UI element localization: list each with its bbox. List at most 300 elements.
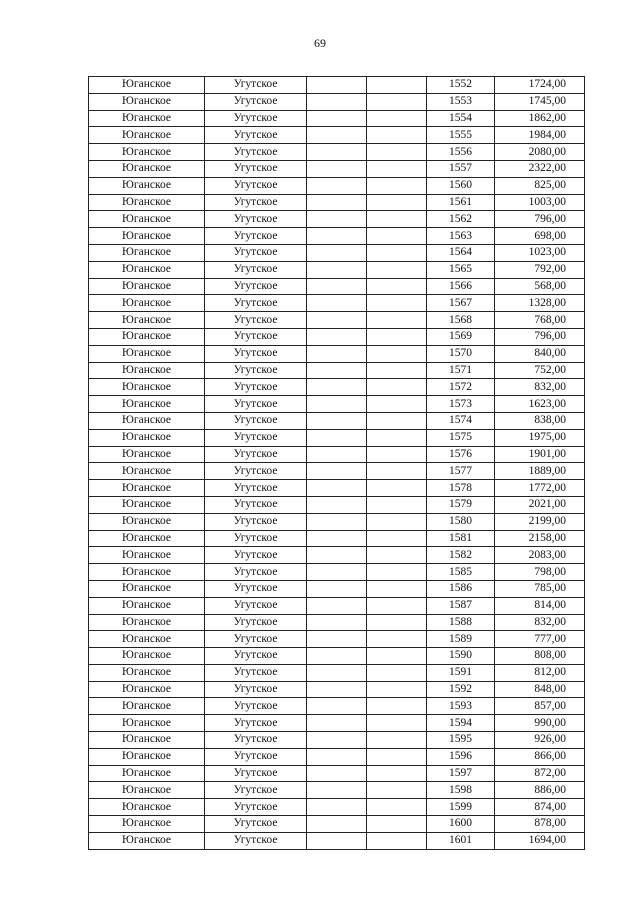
- empty-cell: [307, 396, 367, 413]
- value-cell: 812,00: [495, 664, 585, 681]
- deposit-name-cell: Угутское: [205, 429, 307, 446]
- record-number-cell: 1552: [427, 77, 495, 94]
- table-row: [89, 799, 585, 816]
- empty-cell: [307, 765, 367, 782]
- empty-cell: [367, 547, 427, 564]
- empty-cell: [307, 345, 367, 362]
- empty-cell: [307, 480, 367, 497]
- empty-cell: [307, 110, 367, 127]
- empty-cell: [367, 77, 427, 94]
- empty-cell: [367, 631, 427, 648]
- deposit-name-cell: Угутское: [205, 782, 307, 799]
- deposit-name-cell: Угутское: [205, 261, 307, 278]
- field-name-cell: Юганское: [89, 648, 205, 665]
- deposit-name-cell: Угутское: [205, 312, 307, 329]
- field-name-cell: Юганское: [89, 580, 205, 597]
- field-name-cell: Юганское: [89, 496, 205, 513]
- empty-cell: [367, 328, 427, 345]
- deposit-name-cell: Угутское: [205, 328, 307, 345]
- value-cell: 777,00: [495, 631, 585, 648]
- value-cell: 874,00: [495, 799, 585, 816]
- value-cell: 848,00: [495, 681, 585, 698]
- record-number-cell: 1599: [427, 799, 495, 816]
- deposit-name-cell: Угутское: [205, 362, 307, 379]
- value-cell: 1328,00: [495, 295, 585, 312]
- deposit-name-cell: Угутское: [205, 816, 307, 833]
- table-row: [89, 244, 585, 261]
- value-cell: 1984,00: [495, 127, 585, 144]
- empty-cell: [367, 194, 427, 211]
- field-name-cell: Юганское: [89, 799, 205, 816]
- field-name-cell: Юганское: [89, 698, 205, 715]
- value-cell: 857,00: [495, 698, 585, 715]
- empty-cell: [367, 412, 427, 429]
- table-row: [89, 664, 585, 681]
- record-number-cell: 1574: [427, 412, 495, 429]
- empty-cell: [367, 446, 427, 463]
- table-row: [89, 228, 585, 245]
- table-row: [89, 530, 585, 547]
- field-name-cell: Юганское: [89, 429, 205, 446]
- table-row: [89, 631, 585, 648]
- record-number-cell: 1587: [427, 597, 495, 614]
- value-cell: 796,00: [495, 211, 585, 228]
- records-body: [89, 77, 585, 850]
- value-cell: 814,00: [495, 597, 585, 614]
- deposit-name-cell: Угутское: [205, 765, 307, 782]
- deposit-name-cell: Угутское: [205, 160, 307, 177]
- record-number-cell: 1561: [427, 194, 495, 211]
- field-name-cell: Юганское: [89, 614, 205, 631]
- field-name-cell: Юганское: [89, 261, 205, 278]
- deposit-name-cell: Угутское: [205, 513, 307, 530]
- field-name-cell: Юганское: [89, 681, 205, 698]
- empty-cell: [307, 328, 367, 345]
- records-table: [88, 76, 585, 850]
- empty-cell: [367, 379, 427, 396]
- record-number-cell: 1553: [427, 93, 495, 110]
- record-number-cell: 1597: [427, 765, 495, 782]
- field-name-cell: Юганское: [89, 228, 205, 245]
- table-row: [89, 765, 585, 782]
- empty-cell: [307, 564, 367, 581]
- empty-cell: [367, 110, 427, 127]
- record-number-cell: 1588: [427, 614, 495, 631]
- empty-cell: [367, 681, 427, 698]
- empty-cell: [307, 463, 367, 480]
- deposit-name-cell: Угутское: [205, 93, 307, 110]
- value-cell: 1772,00: [495, 480, 585, 497]
- value-cell: 840,00: [495, 345, 585, 362]
- record-number-cell: 1582: [427, 547, 495, 564]
- table-row: [89, 429, 585, 446]
- table-row: [89, 782, 585, 799]
- empty-cell: [367, 228, 427, 245]
- field-name-cell: Юганское: [89, 312, 205, 329]
- record-number-cell: 1601: [427, 832, 495, 849]
- deposit-name-cell: Угутское: [205, 110, 307, 127]
- empty-cell: [307, 799, 367, 816]
- value-cell: 2322,00: [495, 160, 585, 177]
- deposit-name-cell: Угутское: [205, 496, 307, 513]
- table-row: [89, 412, 585, 429]
- field-name-cell: Юганское: [89, 396, 205, 413]
- empty-cell: [307, 530, 367, 547]
- value-cell: 825,00: [495, 177, 585, 194]
- empty-cell: [307, 362, 367, 379]
- table-row: [89, 362, 585, 379]
- empty-cell: [367, 765, 427, 782]
- deposit-name-cell: Угутское: [205, 177, 307, 194]
- value-cell: 2199,00: [495, 513, 585, 530]
- field-name-cell: Юганское: [89, 446, 205, 463]
- empty-cell: [367, 396, 427, 413]
- empty-cell: [307, 832, 367, 849]
- field-name-cell: Юганское: [89, 244, 205, 261]
- empty-cell: [367, 513, 427, 530]
- field-name-cell: Юганское: [89, 93, 205, 110]
- deposit-name-cell: Угутское: [205, 648, 307, 665]
- empty-cell: [367, 345, 427, 362]
- record-number-cell: 1568: [427, 312, 495, 329]
- value-cell: 886,00: [495, 782, 585, 799]
- empty-cell: [307, 513, 367, 530]
- empty-cell: [367, 160, 427, 177]
- empty-cell: [307, 127, 367, 144]
- field-name-cell: Юганское: [89, 77, 205, 94]
- empty-cell: [307, 446, 367, 463]
- value-cell: 1023,00: [495, 244, 585, 261]
- value-cell: 866,00: [495, 748, 585, 765]
- field-name-cell: Юганское: [89, 832, 205, 849]
- empty-cell: [307, 244, 367, 261]
- deposit-name-cell: Угутское: [205, 715, 307, 732]
- empty-cell: [307, 194, 367, 211]
- table-row: [89, 614, 585, 631]
- record-number-cell: 1560: [427, 177, 495, 194]
- deposit-name-cell: Угутское: [205, 446, 307, 463]
- empty-cell: [367, 564, 427, 581]
- record-number-cell: 1555: [427, 127, 495, 144]
- empty-cell: [307, 93, 367, 110]
- empty-cell: [307, 748, 367, 765]
- value-cell: 752,00: [495, 362, 585, 379]
- value-cell: 808,00: [495, 648, 585, 665]
- empty-cell: [367, 463, 427, 480]
- empty-cell: [367, 698, 427, 715]
- table-row: [89, 597, 585, 614]
- table-row: [89, 194, 585, 211]
- field-name-cell: Юганское: [89, 513, 205, 530]
- empty-cell: [307, 664, 367, 681]
- record-number-cell: 1595: [427, 732, 495, 749]
- empty-cell: [367, 832, 427, 849]
- table-row: [89, 513, 585, 530]
- field-name-cell: Юганское: [89, 765, 205, 782]
- empty-cell: [367, 715, 427, 732]
- deposit-name-cell: Угутское: [205, 228, 307, 245]
- record-number-cell: 1580: [427, 513, 495, 530]
- value-cell: 926,00: [495, 732, 585, 749]
- record-number-cell: 1586: [427, 580, 495, 597]
- value-cell: 872,00: [495, 765, 585, 782]
- empty-cell: [307, 429, 367, 446]
- field-name-cell: Юганское: [89, 379, 205, 396]
- record-number-cell: 1566: [427, 278, 495, 295]
- value-cell: 698,00: [495, 228, 585, 245]
- value-cell: 832,00: [495, 614, 585, 631]
- field-name-cell: Юганское: [89, 362, 205, 379]
- table-row: [89, 379, 585, 396]
- field-name-cell: Юганское: [89, 631, 205, 648]
- table-row: [89, 698, 585, 715]
- value-cell: 1694,00: [495, 832, 585, 849]
- table-row: [89, 715, 585, 732]
- deposit-name-cell: Угутское: [205, 244, 307, 261]
- deposit-name-cell: Угутское: [205, 144, 307, 161]
- empty-cell: [307, 211, 367, 228]
- empty-cell: [307, 144, 367, 161]
- value-cell: 838,00: [495, 412, 585, 429]
- empty-cell: [307, 295, 367, 312]
- record-number-cell: 1569: [427, 328, 495, 345]
- value-cell: 1745,00: [495, 93, 585, 110]
- empty-cell: [307, 160, 367, 177]
- empty-cell: [307, 715, 367, 732]
- field-name-cell: Юганское: [89, 194, 205, 211]
- deposit-name-cell: Угутское: [205, 664, 307, 681]
- empty-cell: [367, 278, 427, 295]
- field-name-cell: Юганское: [89, 597, 205, 614]
- deposit-name-cell: Угутское: [205, 379, 307, 396]
- record-number-cell: 1571: [427, 362, 495, 379]
- empty-cell: [367, 144, 427, 161]
- record-number-cell: 1581: [427, 530, 495, 547]
- record-number-cell: 1590: [427, 648, 495, 665]
- table-row: [89, 295, 585, 312]
- table-row: [89, 480, 585, 497]
- empty-cell: [367, 732, 427, 749]
- empty-cell: [367, 312, 427, 329]
- value-cell: 2021,00: [495, 496, 585, 513]
- field-name-cell: Юганское: [89, 345, 205, 362]
- record-number-cell: 1562: [427, 211, 495, 228]
- empty-cell: [307, 278, 367, 295]
- deposit-name-cell: Угутское: [205, 345, 307, 362]
- value-cell: 792,00: [495, 261, 585, 278]
- field-name-cell: Юганское: [89, 782, 205, 799]
- record-number-cell: 1567: [427, 295, 495, 312]
- table-row: [89, 748, 585, 765]
- table-row: [89, 564, 585, 581]
- record-number-cell: 1573: [427, 396, 495, 413]
- table-row: [89, 345, 585, 362]
- empty-cell: [367, 597, 427, 614]
- value-cell: 1975,00: [495, 429, 585, 446]
- deposit-name-cell: Угутское: [205, 681, 307, 698]
- record-number-cell: 1585: [427, 564, 495, 581]
- table-row: [89, 463, 585, 480]
- deposit-name-cell: Угутское: [205, 580, 307, 597]
- value-cell: 2080,00: [495, 144, 585, 161]
- record-number-cell: 1596: [427, 748, 495, 765]
- table-row: [89, 446, 585, 463]
- record-number-cell: 1578: [427, 480, 495, 497]
- empty-cell: [307, 312, 367, 329]
- field-name-cell: Юганское: [89, 664, 205, 681]
- deposit-name-cell: Угутское: [205, 530, 307, 547]
- deposit-name-cell: Угутское: [205, 832, 307, 849]
- deposit-name-cell: Угутское: [205, 77, 307, 94]
- empty-cell: [307, 681, 367, 698]
- empty-cell: [307, 580, 367, 597]
- table-row: [89, 144, 585, 161]
- empty-cell: [307, 597, 367, 614]
- record-number-cell: 1598: [427, 782, 495, 799]
- value-cell: 1724,00: [495, 77, 585, 94]
- record-number-cell: 1589: [427, 631, 495, 648]
- deposit-name-cell: Угутское: [205, 396, 307, 413]
- table-row: [89, 816, 585, 833]
- field-name-cell: Юганское: [89, 530, 205, 547]
- table-row: [89, 278, 585, 295]
- field-name-cell: Юганское: [89, 732, 205, 749]
- record-number-cell: 1564: [427, 244, 495, 261]
- deposit-name-cell: Угутское: [205, 463, 307, 480]
- empty-cell: [367, 177, 427, 194]
- empty-cell: [307, 496, 367, 513]
- record-number-cell: 1575: [427, 429, 495, 446]
- table-row: [89, 261, 585, 278]
- empty-cell: [367, 816, 427, 833]
- record-number-cell: 1570: [427, 345, 495, 362]
- empty-cell: [367, 496, 427, 513]
- field-name-cell: Юганское: [89, 144, 205, 161]
- deposit-name-cell: Угутское: [205, 732, 307, 749]
- record-number-cell: 1592: [427, 681, 495, 698]
- table-row: [89, 160, 585, 177]
- deposit-name-cell: Угутское: [205, 278, 307, 295]
- empty-cell: [307, 614, 367, 631]
- table-row: [89, 732, 585, 749]
- empty-cell: [367, 782, 427, 799]
- table-row: [89, 93, 585, 110]
- field-name-cell: Юганское: [89, 295, 205, 312]
- field-name-cell: Юганское: [89, 211, 205, 228]
- deposit-name-cell: Угутское: [205, 295, 307, 312]
- field-name-cell: Юганское: [89, 748, 205, 765]
- value-cell: 1003,00: [495, 194, 585, 211]
- record-number-cell: 1593: [427, 698, 495, 715]
- table-row: [89, 127, 585, 144]
- empty-cell: [367, 295, 427, 312]
- empty-cell: [307, 648, 367, 665]
- value-cell: 568,00: [495, 278, 585, 295]
- empty-cell: [367, 648, 427, 665]
- deposit-name-cell: Угутское: [205, 194, 307, 211]
- value-cell: 2158,00: [495, 530, 585, 547]
- empty-cell: [307, 782, 367, 799]
- value-cell: 768,00: [495, 312, 585, 329]
- value-cell: 796,00: [495, 328, 585, 345]
- empty-cell: [367, 362, 427, 379]
- empty-cell: [367, 261, 427, 278]
- empty-cell: [307, 77, 367, 94]
- empty-cell: [307, 412, 367, 429]
- page-number: 69: [314, 36, 326, 50]
- record-number-cell: 1557: [427, 160, 495, 177]
- table-row: [89, 832, 585, 849]
- table-row: [89, 110, 585, 127]
- value-cell: 1901,00: [495, 446, 585, 463]
- empty-cell: [367, 748, 427, 765]
- field-name-cell: Юганское: [89, 177, 205, 194]
- empty-cell: [367, 244, 427, 261]
- record-number-cell: 1576: [427, 446, 495, 463]
- record-number-cell: 1556: [427, 144, 495, 161]
- value-cell: 1889,00: [495, 463, 585, 480]
- deposit-name-cell: Угутское: [205, 480, 307, 497]
- value-cell: 1623,00: [495, 396, 585, 413]
- deposit-name-cell: Угутское: [205, 614, 307, 631]
- empty-cell: [307, 631, 367, 648]
- record-number-cell: 1600: [427, 816, 495, 833]
- table-row: [89, 648, 585, 665]
- table-row: [89, 211, 585, 228]
- empty-cell: [367, 664, 427, 681]
- record-number-cell: 1594: [427, 715, 495, 732]
- field-name-cell: Юганское: [89, 816, 205, 833]
- record-number-cell: 1572: [427, 379, 495, 396]
- empty-cell: [307, 547, 367, 564]
- field-name-cell: Юганское: [89, 480, 205, 497]
- table-row: [89, 396, 585, 413]
- field-name-cell: Юганское: [89, 412, 205, 429]
- deposit-name-cell: Угутское: [205, 211, 307, 228]
- table-row: [89, 328, 585, 345]
- record-number-cell: 1563: [427, 228, 495, 245]
- value-cell: 785,00: [495, 580, 585, 597]
- table-row: [89, 547, 585, 564]
- field-name-cell: Юганское: [89, 160, 205, 177]
- empty-cell: [307, 261, 367, 278]
- deposit-name-cell: Угутское: [205, 631, 307, 648]
- deposit-name-cell: Угутское: [205, 127, 307, 144]
- empty-cell: [307, 228, 367, 245]
- table-row: [89, 312, 585, 329]
- field-name-cell: Юганское: [89, 127, 205, 144]
- value-cell: 832,00: [495, 379, 585, 396]
- value-cell: 2083,00: [495, 547, 585, 564]
- field-name-cell: Юганское: [89, 715, 205, 732]
- field-name-cell: Юганское: [89, 328, 205, 345]
- deposit-name-cell: Угутское: [205, 412, 307, 429]
- deposit-name-cell: Угутское: [205, 564, 307, 581]
- empty-cell: [307, 816, 367, 833]
- record-number-cell: 1577: [427, 463, 495, 480]
- empty-cell: [367, 429, 427, 446]
- value-cell: 798,00: [495, 564, 585, 581]
- field-name-cell: Юганское: [89, 564, 205, 581]
- table-row: [89, 77, 585, 94]
- deposit-name-cell: Угутское: [205, 748, 307, 765]
- empty-cell: [367, 211, 427, 228]
- deposit-name-cell: Угутское: [205, 698, 307, 715]
- table-row: [89, 580, 585, 597]
- record-number-cell: 1591: [427, 664, 495, 681]
- field-name-cell: Юганское: [89, 547, 205, 564]
- empty-cell: [307, 732, 367, 749]
